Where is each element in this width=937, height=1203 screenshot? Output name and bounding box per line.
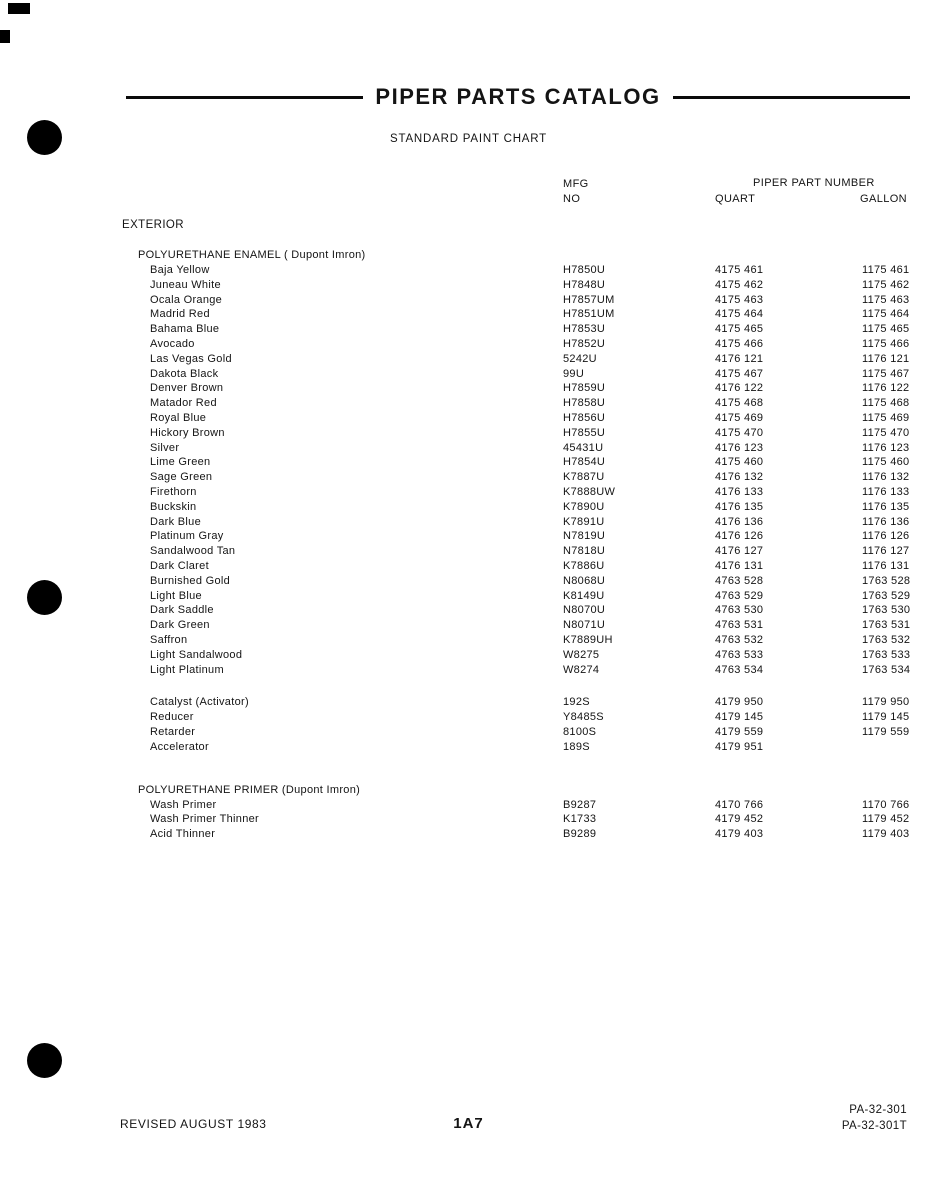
table-row [122, 589, 932, 604]
table-row [122, 381, 932, 396]
footer-revised-date: REVISED AUGUST 1983 [120, 1117, 267, 1131]
cell-gallon: 1175 463 [862, 293, 910, 306]
cell-mfg: B9287 [563, 798, 597, 811]
cell-mfg: N7819U [563, 530, 606, 543]
cell-mfg: H7851UM [563, 308, 615, 321]
cell-name: Royal Blue [150, 411, 207, 424]
cell-name: Saffron [150, 633, 188, 646]
cell-gallon: 1176 131 [862, 559, 910, 572]
cell-name: Hickory Brown [150, 426, 225, 439]
cell-gallon: 1179 145 [862, 711, 910, 724]
column-header-mfg [563, 177, 589, 207]
cell-gallon: 1763 533 [862, 648, 911, 661]
paint-group [122, 783, 932, 842]
table-row [122, 827, 932, 842]
cell-gallon: 1176 127 [862, 545, 910, 558]
column-header-mfg-line2: NO [563, 193, 581, 205]
cell-quart: 4176 136 [715, 515, 764, 528]
table-row [122, 396, 932, 411]
cell-name: Firethorn [150, 485, 197, 498]
cell-gallon: 1175 467 [862, 367, 910, 380]
cell-mfg: H7850U [563, 264, 606, 276]
cell-mfg: N8071U [563, 619, 606, 632]
page-title: PIPER PARTS CATALOG [375, 84, 661, 109]
table-row [122, 485, 932, 500]
table-row [122, 263, 932, 278]
cell-gallon: 1170 766 [862, 798, 910, 811]
cell-mfg: K7891U [563, 515, 605, 528]
table-row [122, 812, 932, 827]
cell-mfg: H7853U [563, 323, 606, 336]
cell-mfg: W8274 [563, 663, 600, 676]
cell-name: Madrid Red [150, 308, 210, 321]
cell-name: Platinum Gray [150, 530, 224, 543]
page-subtitle: STANDARD PAINT CHART [390, 133, 547, 145]
cell-gallon: 1179 452 [862, 813, 910, 826]
table-row [122, 515, 932, 530]
cell-mfg: K1733 [563, 813, 597, 826]
cell-name: Reducer [150, 711, 194, 724]
row-block [122, 695, 932, 754]
cell-name: Ocala Orange [150, 293, 223, 306]
punch-hole [27, 1043, 62, 1078]
cell-quart: 4175 460 [715, 456, 764, 469]
cell-name: Catalyst (Activator) [150, 696, 249, 709]
cell-name: Avocado [150, 337, 195, 350]
column-header-group: PIPER PART NUMBER [753, 177, 875, 189]
cell-gallon: 1763 534 [862, 663, 911, 676]
cell-quart: 4176 132 [715, 471, 764, 484]
table-row [122, 426, 932, 441]
cell-name: Lime Green [150, 456, 211, 469]
cell-gallon: 1763 531 [862, 619, 911, 632]
cell-mfg: K7886U [563, 559, 605, 572]
cell-mfg: H7856U [563, 411, 606, 424]
cell-name: Wash Primer [150, 798, 217, 811]
cell-name: Bahama Blue [150, 323, 220, 336]
cell-gallon: 1763 529 [862, 589, 911, 602]
cell-mfg: 99U [563, 367, 585, 380]
table-row [122, 322, 932, 337]
cell-mfg: 189S [563, 740, 590, 753]
table-row [122, 798, 932, 813]
cell-quart: 4175 464 [715, 308, 764, 321]
cell-mfg: N8070U [563, 604, 606, 617]
cell-name: Dark Green [150, 619, 210, 632]
table-row [122, 648, 932, 663]
cell-name: Accelerator [150, 740, 209, 753]
table-row [122, 455, 932, 470]
cell-name: Light Platinum [150, 663, 224, 676]
cell-quart: 4175 469 [715, 411, 764, 424]
table-row [122, 500, 932, 515]
cell-gallon: 1175 470 [862, 426, 910, 439]
cell-mfg: K7889UH [563, 633, 613, 646]
column-header-quart: QUART [715, 193, 756, 205]
cell-quart: 4176 133 [715, 485, 764, 498]
cell-gallon: 1179 403 [862, 828, 910, 841]
cell-quart: 4763 532 [715, 633, 764, 646]
table-row [122, 695, 932, 710]
cell-gallon: 1763 528 [862, 574, 911, 587]
cell-name: Light Sandalwood [150, 648, 243, 661]
group-heading: POLYURETHANE ENAMEL ( Dupont Imron) [138, 249, 366, 261]
section-label: EXTERIOR [122, 219, 184, 231]
punch-hole [27, 580, 62, 615]
cell-name: Light Blue [150, 589, 202, 602]
cell-quart: 4176 123 [715, 441, 764, 454]
scan-artifact [0, 30, 10, 43]
table-row [122, 441, 932, 456]
cell-name: Sandalwood Tan [150, 545, 236, 558]
cell-mfg: H7852U [563, 337, 606, 350]
table-row [122, 411, 932, 426]
column-header-gallon: GALLON [860, 193, 908, 205]
footer-doc-number-line2: PA-32-301T [841, 1120, 907, 1132]
table-row [122, 529, 932, 544]
cell-quart: 4179 145 [715, 711, 764, 724]
column-header-mfg-line1: MFG [563, 178, 589, 190]
table-row [122, 603, 932, 618]
cell-gallon: 1175 464 [862, 308, 910, 321]
table-row [122, 337, 932, 352]
table-row [122, 544, 932, 559]
cell-quart: 4176 126 [715, 530, 764, 543]
table-row [122, 367, 932, 382]
cell-mfg: H7848U [563, 278, 606, 291]
cell-gallon [862, 740, 932, 755]
cell-gallon: 1176 123 [862, 441, 910, 454]
row-block [122, 263, 932, 677]
cell-gallon: 1179 950 [862, 696, 910, 709]
cell-mfg: Y8485S [563, 711, 604, 724]
cell-quart: 4170 766 [715, 798, 764, 811]
cell-mfg: H7858U [563, 397, 606, 410]
cell-quart: 4763 534 [715, 663, 764, 676]
cell-gallon: 1175 469 [862, 411, 910, 424]
cell-gallon: 1175 460 [862, 456, 910, 469]
cell-mfg: 192S [563, 696, 590, 709]
cell-quart: 4176 122 [715, 382, 764, 395]
paint-group [122, 248, 932, 755]
title-rule-left [126, 96, 363, 99]
table-row [122, 307, 932, 322]
cell-mfg: N8068U [563, 574, 606, 587]
footer-doc-number-line1: PA-32-301 [849, 1104, 907, 1116]
footer-page-number: 1A7 [453, 1115, 484, 1132]
cell-quart: 4763 528 [715, 574, 764, 587]
cell-mfg: K7888UW [563, 485, 616, 498]
cell-mfg: B9289 [563, 828, 597, 841]
cell-mfg: 5242U [563, 352, 597, 365]
table-row [122, 559, 932, 574]
cell-name: Dark Claret [150, 559, 209, 572]
cell-gallon: 1176 126 [862, 530, 910, 543]
cell-gallon: 1763 530 [862, 604, 911, 617]
cell-name: Baja Yellow [150, 264, 210, 276]
paint-table [122, 248, 932, 842]
cell-gallon: 1176 122 [862, 382, 910, 395]
cell-name: Dark Blue [150, 515, 201, 528]
cell-quart: 4176 135 [715, 500, 764, 513]
cell-gallon: 1175 468 [862, 397, 910, 410]
cell-name: Wash Primer Thinner [150, 813, 260, 826]
cell-quart: 4179 452 [715, 813, 764, 826]
cell-gallon: 1176 135 [862, 500, 910, 513]
cell-quart: 4175 461 [715, 264, 764, 276]
cell-mfg: H7857UM [563, 293, 615, 306]
cell-quart: 4175 467 [715, 367, 764, 380]
cell-gallon: 1176 136 [862, 515, 910, 528]
cell-quart: 4179 951 [715, 740, 764, 753]
cell-quart: 4175 470 [715, 426, 764, 439]
cell-quart: 4179 403 [715, 828, 764, 841]
cell-quart: 4179 950 [715, 696, 764, 709]
cell-gallon: 1176 132 [862, 471, 910, 484]
cell-gallon: 1179 559 [862, 725, 910, 738]
table-row [122, 278, 932, 293]
row-block [122, 798, 932, 842]
table-row [122, 293, 932, 308]
cell-mfg: K8149U [563, 589, 605, 602]
table-row [122, 725, 932, 740]
cell-mfg: H7855U [563, 426, 606, 439]
cell-mfg: K7890U [563, 500, 605, 513]
table-row [122, 618, 932, 633]
cell-quart: 4763 529 [715, 589, 764, 602]
cell-name: Buckskin [150, 500, 197, 513]
cell-name: Dakota Black [150, 367, 219, 380]
cell-mfg: 45431U [563, 441, 604, 454]
cell-gallon: 1176 121 [862, 352, 910, 365]
footer-doc-number [842, 1102, 907, 1134]
cell-quart: 4175 468 [715, 397, 764, 410]
cell-gallon: 1176 133 [862, 485, 910, 498]
table-row [122, 710, 932, 725]
cell-quart: 4763 533 [715, 648, 764, 661]
scan-artifact [8, 3, 30, 14]
cell-name: Burnished Gold [150, 574, 231, 587]
cell-quart: 4175 463 [715, 293, 764, 306]
cell-name: Juneau White [150, 278, 221, 291]
title-rule-right [673, 96, 910, 99]
cell-mfg: K7887U [563, 471, 605, 484]
cell-quart: 4175 466 [715, 337, 764, 350]
cell-mfg: 8100S [563, 725, 597, 738]
cell-name: Acid Thinner [150, 828, 216, 841]
cell-quart: 4176 131 [715, 559, 764, 572]
cell-gallon: 1175 465 [862, 323, 910, 336]
cell-mfg: N7818U [563, 545, 606, 558]
cell-gallon: 1175 461 [862, 264, 910, 276]
cell-name: Retarder [150, 725, 196, 738]
table-row [122, 663, 932, 678]
cell-name: Matador Red [150, 397, 217, 410]
cell-name: Silver [150, 441, 180, 454]
cell-mfg: H7854U [563, 456, 606, 469]
cell-gallon: 1175 466 [862, 337, 910, 350]
cell-quart: 4763 531 [715, 619, 764, 632]
group-heading: POLYURETHANE PRIMER (Dupont Imron) [138, 783, 361, 796]
cell-name: Dark Saddle [150, 604, 214, 617]
cell-gallon: 1763 532 [862, 633, 911, 646]
cell-quart: 4176 127 [715, 545, 764, 558]
cell-quart: 4763 530 [715, 604, 764, 617]
cell-quart: 4179 559 [715, 725, 764, 738]
table-row [122, 352, 932, 367]
cell-name: Las Vegas Gold [150, 352, 232, 365]
cell-gallon: 1175 462 [862, 278, 910, 291]
cell-name: Denver Brown [150, 382, 224, 395]
cell-mfg: H7859U [563, 382, 606, 395]
cell-quart: 4175 462 [715, 278, 764, 291]
table-row [122, 740, 932, 755]
cell-mfg: W8275 [563, 648, 600, 661]
title-band [126, 84, 910, 110]
cell-quart: 4175 465 [715, 323, 764, 336]
cell-name: Sage Green [150, 471, 213, 484]
table-row [122, 574, 932, 589]
cell-quart: 4176 121 [715, 352, 764, 365]
table-row [122, 470, 932, 485]
table-row [122, 633, 932, 648]
